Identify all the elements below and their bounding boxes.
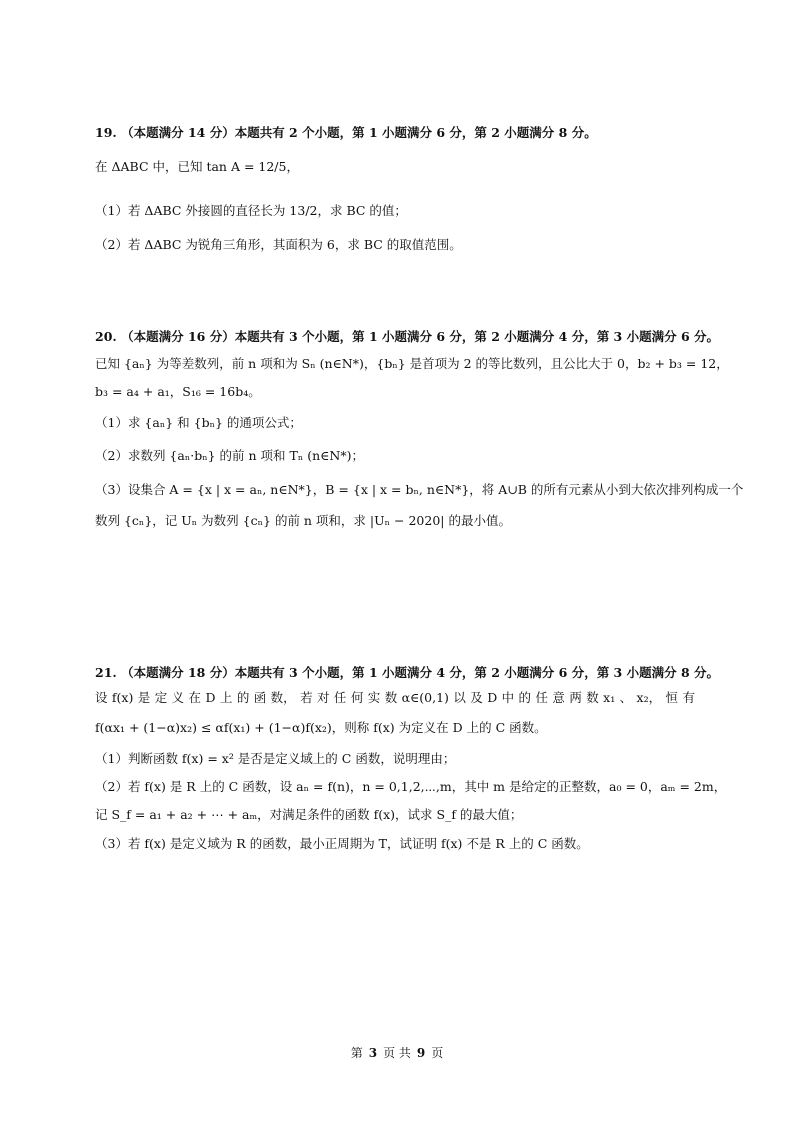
q20-stem-line2: b₃ = a₄ + a₁，S₁₆ = 16b₄。	[95, 384, 261, 399]
q20-part2: （2）求数列 {aₙ·bₙ} 的前 n 项和 Tₙ (n∈N*)；	[95, 448, 364, 463]
q21-stem-token: 数	[586, 690, 599, 705]
q21-stem-token: 以	[453, 690, 466, 705]
q20-part3-line1: （3）设集合 A = {x | x = aₙ, n∈N*}，B = {x | x = bₙ, n∈N*}，将 A∪B 的所有元素从小到大依次排列构成一个	[95, 482, 744, 497]
q21-stem-token: 任	[535, 690, 548, 705]
q20-header: 20. （本题满分 16 分）本题共有 3 个小题，第 1 小题满分 6 分，第 2 小题满分 4 分，第 3 小题满分 6 分。	[95, 329, 720, 344]
q21-part1: （1）判断函数 f(x) = x² 是否是定义域上的 C 函数，说明理由；	[95, 751, 456, 766]
q21-stem-token: 两	[569, 690, 582, 705]
q21-stem-token: f(x)	[111, 690, 134, 705]
q21-stem-token: 数，	[270, 690, 296, 705]
q20-part1: （1）求 {aₙ} 和 {bₙ} 的通项公式；	[95, 415, 302, 430]
q19-stem: 在 ΔABC 中，已知 tan A = 12/5，	[95, 159, 299, 174]
q21-stem-token: 、	[619, 690, 633, 705]
q21-stem-token: α∈(0,1)	[401, 690, 449, 705]
q21-stem-token: 义	[171, 690, 185, 705]
q21-stem-token: 中	[501, 690, 515, 705]
q20-stem-line1: 已知 {aₙ} 为等差数列，前 n 项和为 Sₙ (n∈N*)，{bₙ} 是首项为 2 的等比数列，且公比大于 0，b₂ + b₃ = 12，	[95, 356, 729, 371]
footer-prefix: 第	[350, 1046, 363, 1060]
footer-mid: 页 共	[383, 1046, 411, 1060]
q21-stem-token: 定	[154, 690, 168, 705]
q21-stem-token: 数	[384, 690, 398, 705]
q21-part3: （3）若 f(x) 是定义域为 R 的函数，最小正周期为 T，试证明 f(x) 不是 R 上的 C 函数。	[95, 836, 589, 851]
q21-stem-token: 意	[552, 690, 565, 705]
q21-stem-token: 在	[188, 690, 202, 705]
q21-part2-line1: （2）若 f(x) 是 R 上的 C 函数，设 aₙ = f(n)，n = 0,1,2,⋯,m，其中 m 是给定的正整数，a₀ = 0，aₘ = 2m，	[95, 779, 727, 794]
q21-stem-token: x₂，	[636, 690, 662, 705]
q21-stem-token: D	[487, 690, 498, 705]
q21-stem-token: 有	[682, 690, 695, 705]
q21-stem-token: D	[205, 690, 216, 705]
q21-stem-token: 何	[350, 690, 364, 705]
q21-stem-token: 任	[333, 690, 347, 705]
footer-total-pages: 9	[416, 1046, 426, 1060]
q21-stem-token: 对	[317, 690, 330, 705]
q20-part3-line2: 数列 {cₙ}，记 Uₙ 为数列 {cₙ} 的前 n 项和，求 |Uₙ − 2020| 的最小值。	[95, 513, 511, 528]
q21-stem-line2: f(αx₁ + (1−α)x₂) ≤ αf(x₁) + (1−α)f(x₂)，则称 f(x) 为定义在 D 上的 C 函数。	[95, 720, 547, 735]
q21-stem-token: 恒	[665, 690, 679, 705]
q21-stem-line1	[95, 689, 695, 707]
q21-stem-token: 若	[300, 690, 313, 705]
q21-stem-token: x₁	[603, 690, 616, 705]
q21-header: 21. （本题满分 18 分）本题共有 3 个小题，第 1 小题满分 4 分，第 2 小题满分 6 分，第 3 小题满分 8 分。	[95, 665, 720, 680]
q21-stem-token: 上	[219, 690, 233, 705]
footer-page-number: 3	[368, 1046, 378, 1060]
q21-stem-token: 及	[470, 690, 483, 705]
page-footer	[0, 1044, 794, 1061]
q21-stem-token: 的	[236, 690, 250, 705]
q21-stem-token: 的	[518, 690, 532, 705]
footer-suffix: 页	[431, 1046, 444, 1060]
q21-stem-token: 函	[253, 690, 267, 705]
q21-stem-token: 实	[367, 690, 381, 705]
q19-part2: （2）若 ΔABC 为锐角三角形，其面积为 6，求 BC 的取值范围。	[95, 237, 462, 252]
q21-stem-token: 设	[95, 690, 108, 705]
q21-part2-line2: 记 S_f = a₁ + a₂ + ⋯ + aₘ，对满足条件的函数 f(x)，试求 S_f 的最大值；	[95, 807, 523, 822]
q19-header: 19. （本题满分 14 分）本题共有 2 个小题，第 1 小题满分 6 分，第 2 小题满分 8 分。	[95, 125, 597, 140]
q19-part1: （1）若 ΔABC 外接圆的直径长为 13/2，求 BC 的值；	[95, 203, 407, 218]
q21-stem-token: 是	[137, 690, 151, 705]
